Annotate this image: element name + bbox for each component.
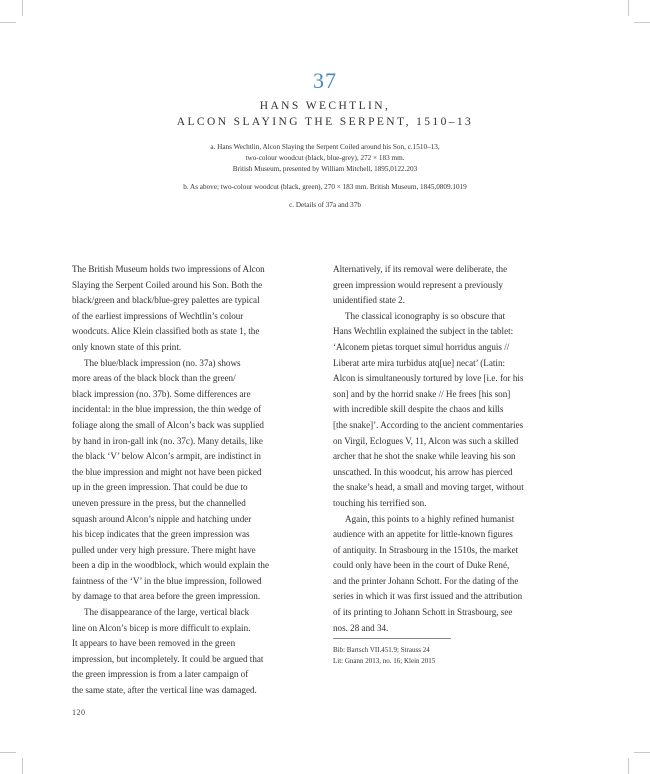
text-line: faintness of the ‘V’ in the blue impression, followed bbox=[72, 575, 262, 586]
text-line: by hand in iron-gall ink (no. 37c). Many details, like bbox=[72, 435, 263, 446]
page-number: 120 bbox=[72, 708, 86, 717]
text-line: been a dip in the woodblock, which would explain the bbox=[72, 560, 269, 571]
crop-mark bbox=[22, 0, 23, 16]
text-line: black/green and black/blue-grey palettes are typical bbox=[72, 295, 260, 306]
caption-a-line-1: a. Hans Wechtlin, Alcon Slaying the Serpent Coiled around his Son, c.1510–13, bbox=[210, 143, 440, 151]
entry-title: ALCON SLAYING THE SERPENT, 1510–13 bbox=[176, 116, 474, 128]
text-line: touching his terrified son. bbox=[333, 497, 427, 508]
references-divider bbox=[333, 638, 451, 639]
text-line: unscathed. In this woodcut, his arrow has pierced bbox=[333, 466, 513, 477]
text-line: the blue impression and might not have been picked bbox=[72, 466, 262, 477]
text-line: Again, this points to a highly refined humanist bbox=[345, 513, 515, 524]
caption-c: c. Details of 37a and 37b bbox=[289, 201, 361, 209]
text-line: audience with an appetite for little-known figures bbox=[333, 529, 513, 540]
text-line: up in the green impression. That could be due to bbox=[72, 482, 248, 493]
text-line: unidentified state 2. bbox=[333, 295, 405, 306]
text-line: uneven pressure in the press, but the channelled bbox=[72, 497, 246, 508]
text-line: on Virgil, Eclogues V, 11, Alcon was such a skilled bbox=[333, 435, 519, 446]
caption-a-line-3: British Museum, presented by William Mitchell, 1895,0122.203 bbox=[232, 165, 418, 173]
references bbox=[333, 645, 435, 667]
body-column-left bbox=[72, 262, 334, 699]
entry-number: 37 bbox=[313, 68, 337, 93]
crop-mark bbox=[634, 752, 650, 753]
entry-artist: HANS WECHTLIN, bbox=[259, 100, 391, 112]
text-line: the green impression is from a later campaign of bbox=[72, 669, 249, 680]
text-line: with incredible skill despite the chaos and kills bbox=[333, 404, 504, 415]
text-line: It appears to have been removed in the green bbox=[72, 638, 236, 649]
crop-mark bbox=[0, 22, 16, 23]
text-line: The British Museum holds two impressions of Alcon bbox=[72, 264, 265, 274]
crop-mark bbox=[628, 758, 629, 774]
caption-b: b. As above; two-colour woodcut (black, green), 270 × 183 mm. British Museum, 1845,0809.1019 bbox=[183, 183, 467, 191]
text-line: of the earliest impressions of Wechtlin’s colour bbox=[72, 310, 244, 321]
bibliography-line: Bib: Bartsch VII.451.9; Strauss 24 bbox=[333, 646, 430, 654]
text-line: [the snake]’. According to the ancient commentaries bbox=[333, 419, 524, 430]
text-line: his bicep indicates that the green impression was bbox=[72, 529, 250, 540]
text-line: Alcon is simultaneously tortured by love [i.e. for his bbox=[333, 373, 524, 384]
text-line: The disappearance of the large, vertical black bbox=[84, 607, 250, 618]
text-line: squash around Alcon’s nipple and hatching under bbox=[72, 513, 252, 524]
caption-a-line-2: two-colour woodcut (black, blue-grey), 272 × 183 mm. bbox=[245, 154, 405, 162]
text-line: ‘Alconem pietas torquet simul horridus anguis // bbox=[333, 341, 510, 352]
text-line: archer that he shot the snake while leaving his son bbox=[333, 451, 516, 462]
text-line: pulled under very high pressure. There might have bbox=[72, 544, 256, 555]
text-line: the black ‘V’ below Alcon’s armpit, are indistinct in bbox=[72, 451, 261, 462]
text-line: of antiquity. In Strasbourg in the 1510s, the market bbox=[333, 544, 519, 555]
body-column-right bbox=[333, 262, 595, 636]
crop-mark bbox=[634, 22, 650, 23]
entry-header bbox=[0, 68, 650, 130]
text-line: by damage to that area before the green impression. bbox=[72, 591, 261, 602]
text-line: green impression would represent a previously bbox=[333, 279, 503, 290]
text-line: impression, but incompletely. It could be argued that bbox=[72, 653, 264, 664]
text-line: son] and by the horrid snake // He frees [his son] bbox=[333, 388, 511, 399]
text-line: the snake’s head, a small and moving target, without bbox=[333, 482, 524, 493]
text-line: Alternatively, if its removal were deliberate, the bbox=[333, 264, 508, 274]
text-line: nos. 28 and 34. bbox=[333, 622, 389, 633]
text-line: and the printer Johann Schott. For the dating of the bbox=[333, 575, 519, 586]
literature-line: Lit: Gnann 2013, no. 16; Klein 2015 bbox=[333, 657, 436, 665]
text-line: could only have been in the court of Duke René, bbox=[333, 560, 510, 571]
text-line: incidental: in the blue impression, the thin wedge of bbox=[72, 404, 262, 415]
text-line: foliage along the small of Alcon’s back was supplied bbox=[72, 419, 264, 430]
crop-mark bbox=[628, 0, 629, 16]
text-line: the same state, after the vertical line was damaged. bbox=[72, 685, 257, 696]
text-line: of its printing to Johann Schott in Strasbourg, see bbox=[333, 607, 513, 618]
text-line: The blue/black impression (no. 37a) shows bbox=[84, 357, 241, 368]
text-line: woodcuts. Alice Klein classified both as state 1, the bbox=[72, 326, 260, 337]
text-line: Liberat arte mira turbidus atq[ue] necat’ (Latin: bbox=[333, 357, 506, 368]
text-line: black impression (no. 37b). Some differences are bbox=[72, 388, 251, 399]
text-line: The classical iconography is so obscure that bbox=[345, 310, 506, 321]
text-line: only known state of this print. bbox=[72, 341, 182, 352]
text-line: more areas of the black block than the green/ bbox=[72, 373, 236, 384]
crop-mark bbox=[22, 758, 23, 774]
text-line: Hans Wechtlin explained the subject in the tablet: bbox=[333, 326, 514, 337]
text-line: series in which it was first issued and the attribution bbox=[333, 591, 523, 602]
text-line: Slaying the Serpent Coiled around his Son. Both the bbox=[72, 279, 263, 290]
crop-mark bbox=[0, 752, 16, 753]
text-line: line on Alcon’s bicep is more difficult to explain. bbox=[72, 622, 251, 633]
